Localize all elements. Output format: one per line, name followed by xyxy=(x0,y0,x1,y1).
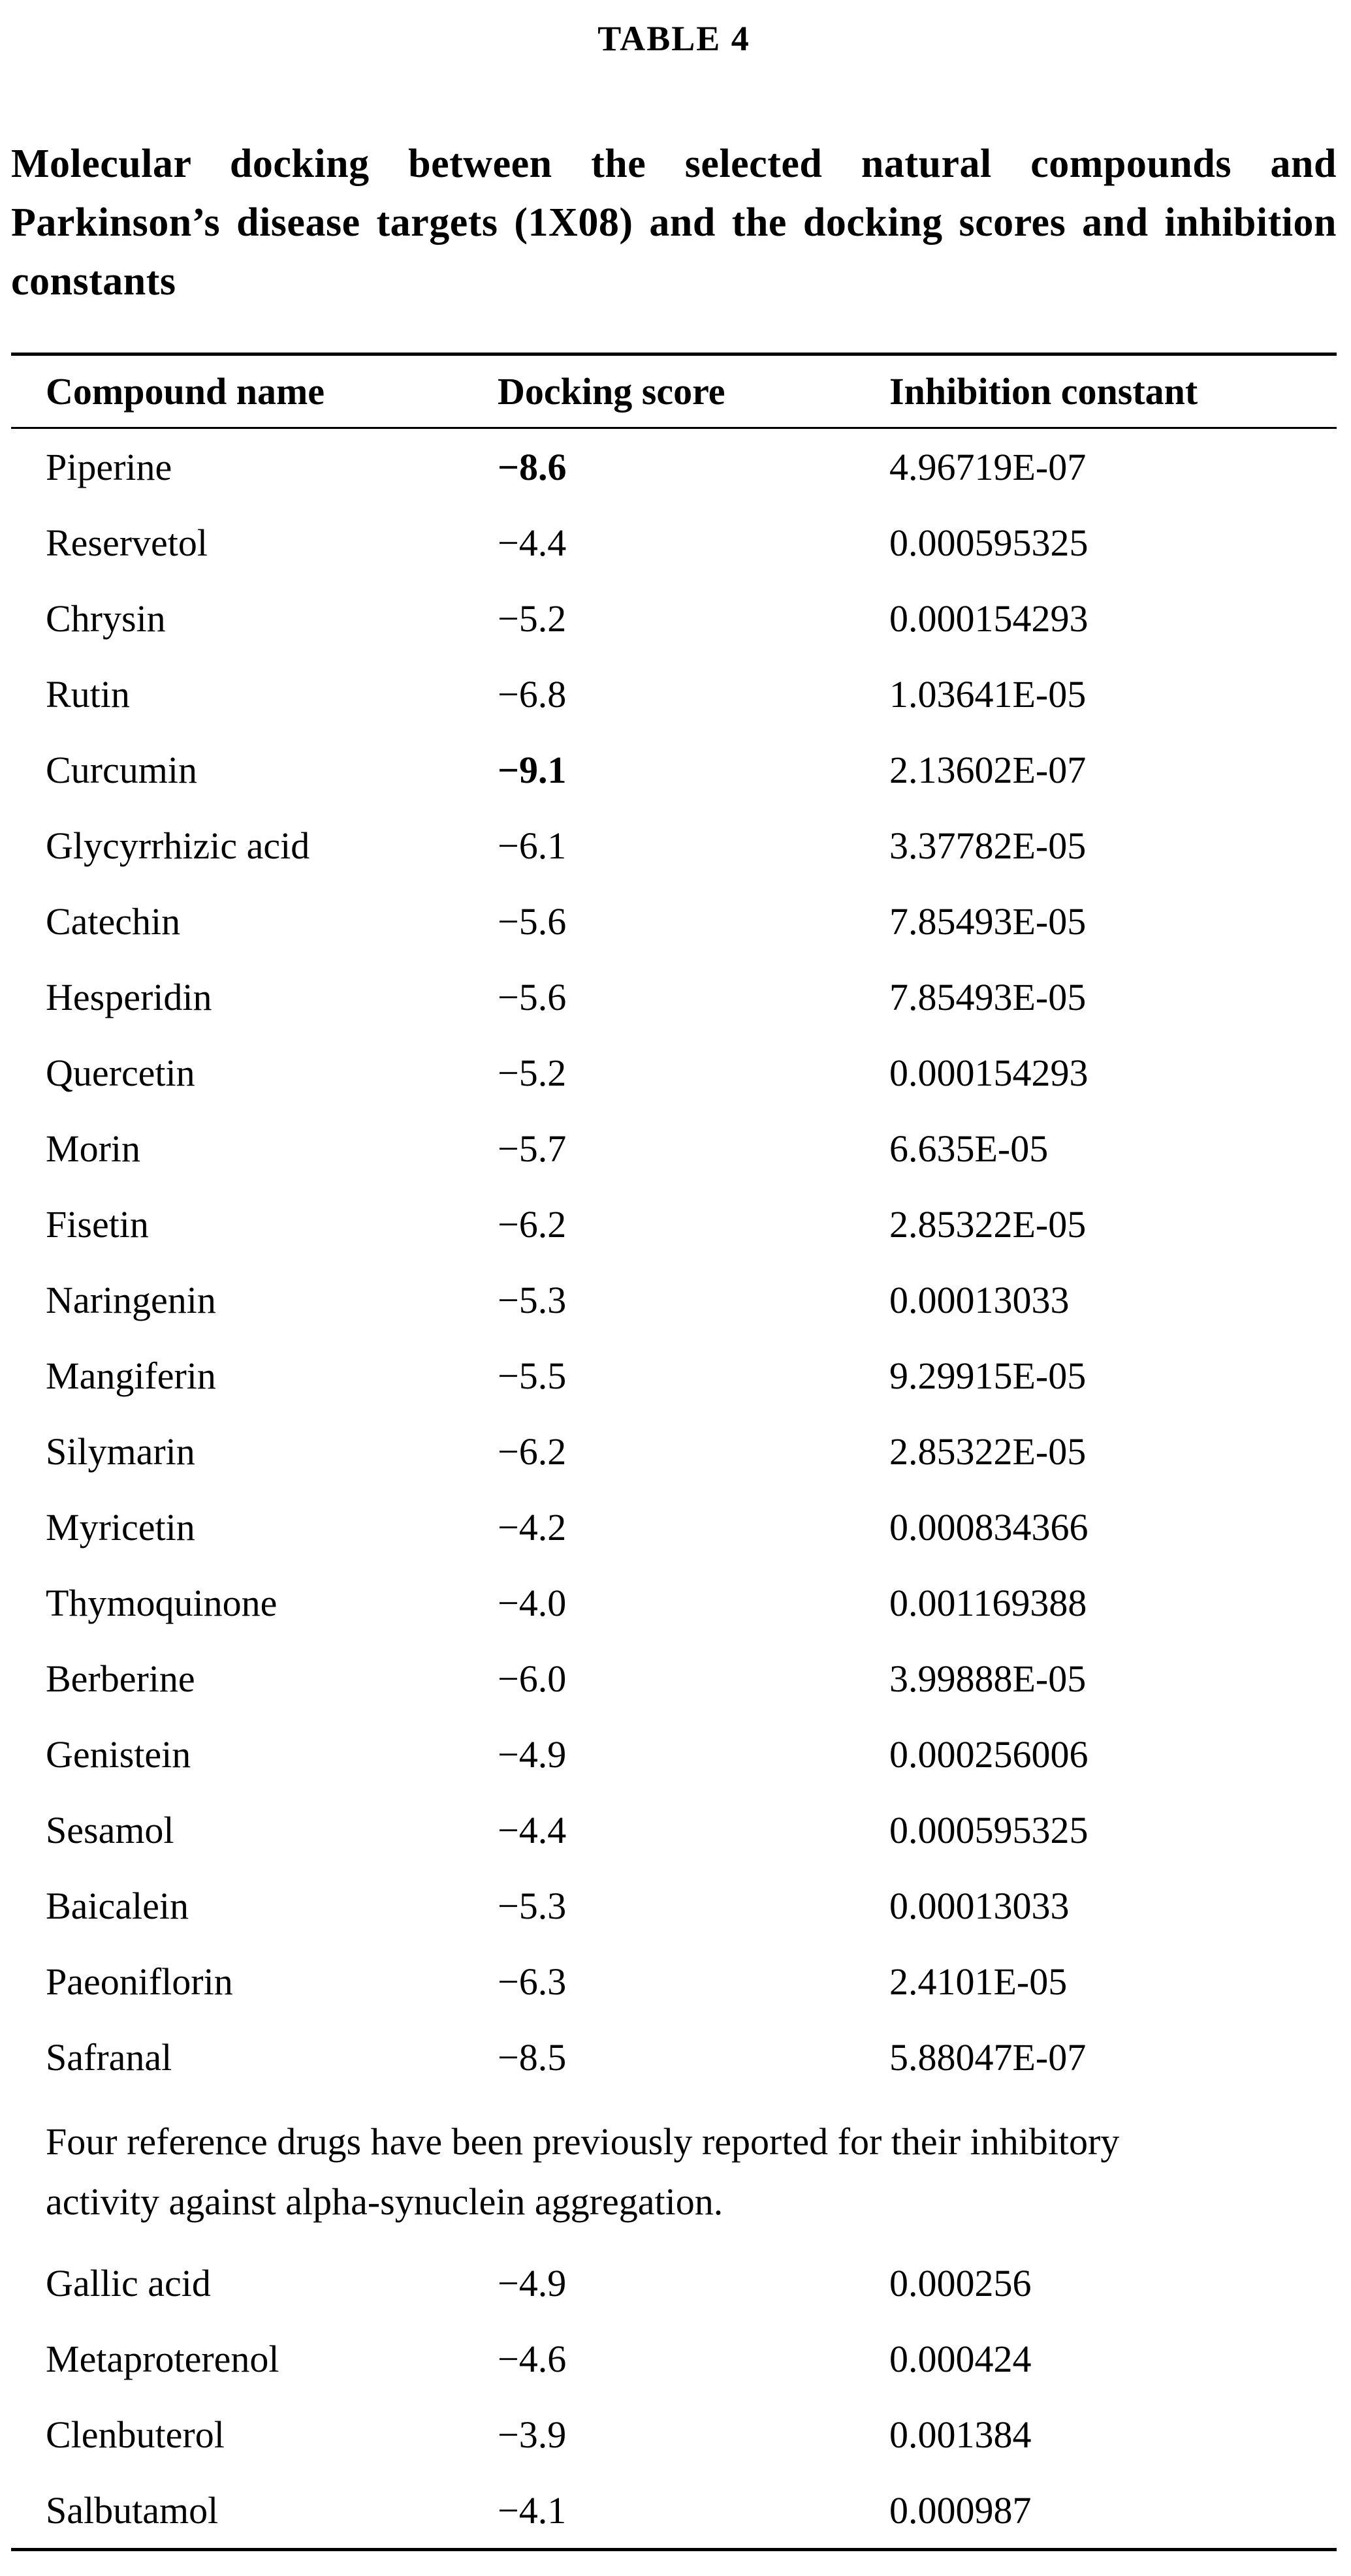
inhibition-constant-cell: 3.37782E-05 xyxy=(889,824,1087,867)
compound-name-cell: Catechin xyxy=(46,900,181,943)
table-row xyxy=(11,1489,1337,1565)
docking-table xyxy=(11,353,1337,2551)
inhibition-constant-cell: 0.001169388 xyxy=(889,1581,1087,1624)
compound-name-cell: Hesperidin xyxy=(46,975,212,1018)
compound-name-cell: Curcumin xyxy=(46,748,197,791)
table-row xyxy=(11,2472,1337,2548)
compound-name-cell: Safranal xyxy=(46,2035,172,2079)
docking-score-cell: −5.3 xyxy=(498,1278,567,1321)
docking-score-cell: −3.9 xyxy=(498,2413,567,2456)
inhibition-constant-cell: 7.85493E-05 xyxy=(889,975,1087,1018)
compound-name-cell: Genistein xyxy=(46,1733,191,1776)
compound-name-cell: Thymoquinone xyxy=(46,1581,278,1624)
inhibition-constant-cell: 0.00013033 xyxy=(889,1884,1070,1927)
table-row xyxy=(11,959,1337,1035)
inhibition-constant-cell: 2.13602E-07 xyxy=(889,748,1087,791)
table-row xyxy=(11,1413,1337,1489)
table-label: TABLE 4 xyxy=(597,19,750,58)
table-row xyxy=(11,1338,1337,1413)
compound-name-cell: Paeoniflorin xyxy=(46,1960,233,2003)
compound-name-cell: Glycyrrhizic acid xyxy=(46,824,310,867)
compound-name-cell: Piperine xyxy=(46,445,172,488)
docking-score-cell: −9.1 xyxy=(498,748,567,791)
inhibition-constant-cell: 6.635E-05 xyxy=(889,1127,1049,1170)
compound-name-cell: Naringenin xyxy=(46,1278,216,1321)
docking-score-cell: −6.0 xyxy=(498,1657,567,1700)
column-header-inhibition-constant: Inhibition constant xyxy=(889,370,1198,413)
table-row xyxy=(11,1262,1337,1338)
docking-score-cell: −4.1 xyxy=(498,2489,567,2532)
inhibition-constant-cell: 2.85322E-05 xyxy=(889,1430,1087,1473)
inhibition-constant-cell: 2.85322E-05 xyxy=(889,1202,1087,1246)
docking-score-cell: −5.6 xyxy=(498,975,567,1018)
inhibition-constant-cell: 1.03641E-05 xyxy=(889,672,1087,715)
docking-score-cell: −6.1 xyxy=(498,824,567,867)
docking-score-cell: −6.8 xyxy=(498,672,567,715)
table-caption: Molecular docking between the selected natural compounds and Parkinson’s disease targets (1X08) and the docking scores and inhibition constants xyxy=(11,142,1337,304)
compound-name-cell: Sesamol xyxy=(46,1808,174,1851)
table-rows xyxy=(11,429,1337,2095)
docking-score-cell: −8.6 xyxy=(498,445,567,488)
column-header-docking-score: Docking score xyxy=(498,370,725,413)
docking-score-cell: −6.3 xyxy=(498,1960,567,2003)
compound-name-cell: Morin xyxy=(46,1127,140,1170)
docking-score-cell: −6.2 xyxy=(498,1430,567,1473)
docking-score-cell: −5.7 xyxy=(498,1127,567,1170)
table-row xyxy=(11,1565,1337,1641)
compound-name-cell: Quercetin xyxy=(46,1051,195,1094)
compound-name-cell: Reservetol xyxy=(46,521,208,564)
inhibition-constant-cell: 0.000595325 xyxy=(889,1808,1089,1851)
table-row xyxy=(11,808,1337,883)
docking-score-cell: −4.2 xyxy=(498,1505,567,1548)
docking-score-cell: −4.6 xyxy=(498,2337,567,2380)
column-header-compound-name: Compound name xyxy=(46,370,325,413)
compound-name-cell: Baicalein xyxy=(46,1884,189,1927)
table-note: Four reference drugs have been previously reported for their inhibitory activity against alpha-synuclein aggregation. xyxy=(46,2120,1120,2223)
compound-name-cell: Metaproterenol xyxy=(46,2337,279,2380)
inhibition-constant-cell: 0.000154293 xyxy=(889,1051,1089,1094)
compound-name-cell: Salbutamol xyxy=(46,2489,219,2532)
inhibition-constant-cell: 0.000256006 xyxy=(889,1733,1089,1776)
table-row xyxy=(11,883,1337,959)
table-row xyxy=(11,2245,1337,2321)
docking-score-cell: −6.2 xyxy=(498,1202,567,1246)
table-row xyxy=(11,1792,1337,1868)
table-row xyxy=(11,1641,1337,1716)
table-row xyxy=(11,1186,1337,1262)
compound-name-cell: Myricetin xyxy=(46,1505,195,1548)
docking-score-cell: −5.5 xyxy=(498,1354,567,1397)
reference-rows xyxy=(11,2245,1337,2548)
table-row xyxy=(11,656,1337,732)
docking-score-cell: −4.0 xyxy=(498,1581,567,1624)
compound-name-cell: Rutin xyxy=(46,672,130,715)
inhibition-constant-cell: 0.000595325 xyxy=(889,521,1089,564)
table-row xyxy=(11,505,1337,580)
inhibition-constant-cell: 0.000834366 xyxy=(889,1505,1089,1548)
compound-name-cell: Silymarin xyxy=(46,1430,195,1473)
table-row xyxy=(11,1035,1337,1110)
table-row xyxy=(11,580,1337,656)
docking-score-cell: −8.5 xyxy=(498,2035,567,2079)
docking-score-cell: −4.9 xyxy=(498,1733,567,1776)
docking-score-cell: −5.2 xyxy=(498,597,567,640)
table-row xyxy=(11,2396,1337,2472)
docking-score-cell: −5.3 xyxy=(498,1884,567,1927)
compound-name-cell: Mangiferin xyxy=(46,1354,216,1397)
docking-score-cell: −4.4 xyxy=(498,521,567,564)
table-row xyxy=(11,1868,1337,1943)
docking-score-cell: −5.6 xyxy=(498,900,567,943)
compound-name-cell: Chrysin xyxy=(46,597,166,640)
inhibition-constant-cell: 0.000256 xyxy=(889,2261,1032,2304)
table-row xyxy=(11,732,1337,808)
inhibition-constant-cell: 4.96719E-07 xyxy=(889,445,1087,488)
table-row xyxy=(11,1943,1337,2019)
docking-score-cell: −4.4 xyxy=(498,1808,567,1851)
compound-name-cell: Clenbuterol xyxy=(46,2413,225,2456)
table-row xyxy=(11,1110,1337,1186)
inhibition-constant-cell: 5.88047E-07 xyxy=(889,2035,1087,2079)
compound-name-cell: Gallic acid xyxy=(46,2261,211,2304)
docking-score-cell: −5.2 xyxy=(498,1051,567,1094)
inhibition-constant-cell: 0.000987 xyxy=(889,2489,1032,2532)
inhibition-constant-cell: 0.000424 xyxy=(889,2337,1032,2380)
inhibition-constant-cell: 0.001384 xyxy=(889,2413,1032,2456)
inhibition-constant-cell: 3.99888E-05 xyxy=(889,1657,1087,1700)
docking-score-cell: −4.9 xyxy=(498,2261,567,2304)
table-row xyxy=(11,1716,1337,1792)
table-row xyxy=(11,2019,1337,2095)
inhibition-constant-cell: 9.29915E-05 xyxy=(889,1354,1087,1397)
compound-name-cell: Berberine xyxy=(46,1657,195,1700)
inhibition-constant-cell: 0.00013033 xyxy=(889,1278,1070,1321)
compound-name-cell: Fisetin xyxy=(46,1202,149,1246)
inhibition-constant-cell: 0.000154293 xyxy=(889,597,1089,640)
table-row xyxy=(11,429,1337,505)
table-header-row xyxy=(11,356,1337,429)
table-row xyxy=(11,2321,1337,2396)
inhibition-constant-cell: 7.85493E-05 xyxy=(889,900,1087,943)
inhibition-constant-cell: 2.4101E-05 xyxy=(889,1960,1068,2003)
